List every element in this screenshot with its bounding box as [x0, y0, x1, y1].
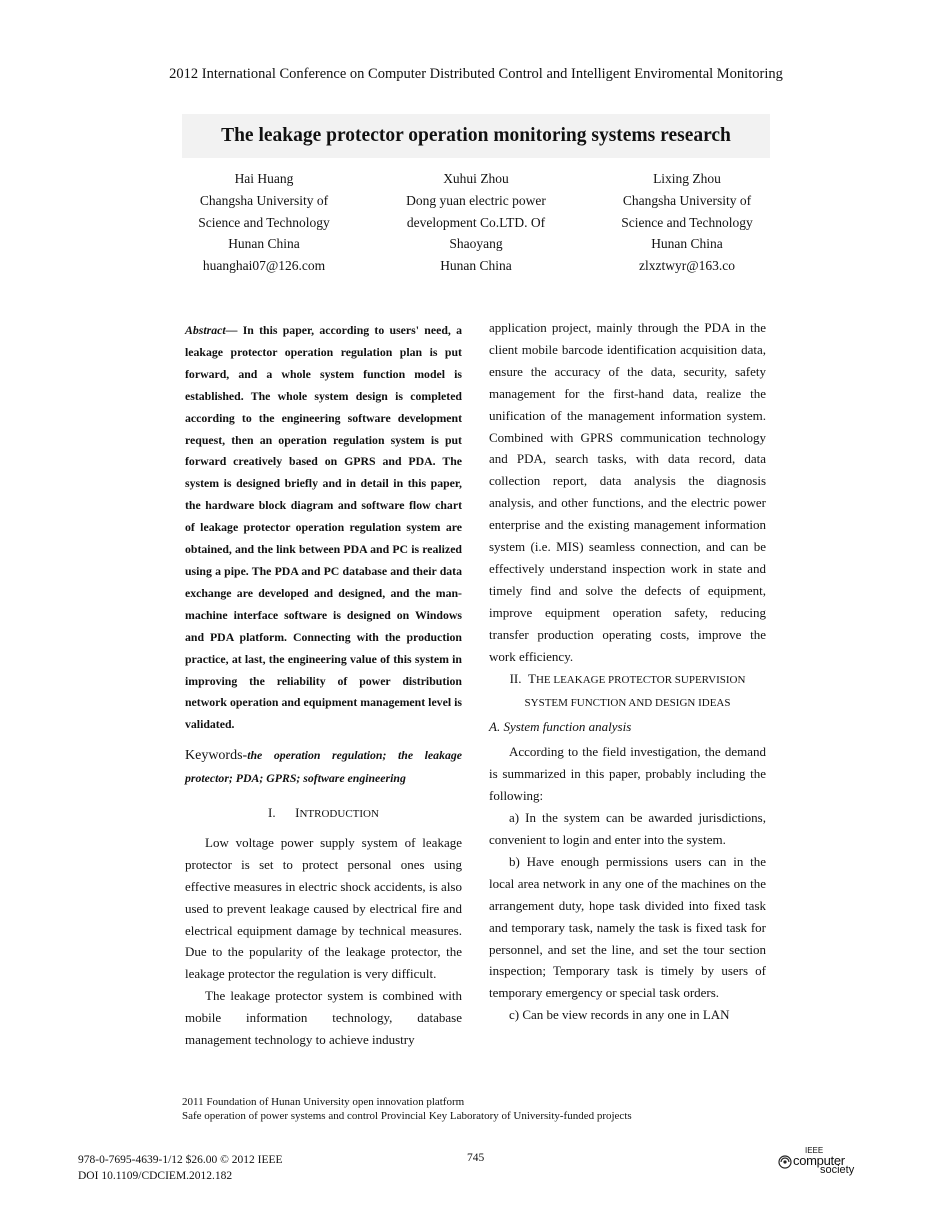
list-item: a) In the system can be awarded jurisdictions, convenient to login and enter into the system.: [489, 810, 766, 848]
swirl-icon: [778, 1155, 792, 1169]
section-title-rest: NTRODUCTION: [299, 808, 379, 821]
author-affiliation: development Co.LTD. Of: [406, 214, 546, 230]
section-heading-introduction: [185, 802, 462, 826]
author-location: Hunan China: [228, 236, 300, 252]
author-name: Hai Huang: [234, 171, 294, 186]
page-number: 745: [467, 1152, 485, 1164]
subsection-heading: A. System function analysis: [489, 718, 632, 734]
abstract-label: Abstract: [185, 323, 226, 337]
ieee-computer-society-logo: [778, 1146, 862, 1178]
author-name: Xuhui Zhou: [443, 171, 509, 186]
list-item: b) Have enough permissions users can in the local area network in any one of the machines on the arrangement duty, hope task divided into fixed task and temporary task, namely the task is fixed task for personnel, and set the line, and set the tour section inspection; Temporary task is timely by users of temporary emergency or special task orders.: [489, 853, 766, 1001]
title-banner: [182, 114, 770, 158]
body-paragraph: The leakage protector system is combined with mobile information technology, database management technology to achieve industry: [185, 988, 462, 1048]
section-heading-ii: [489, 668, 766, 714]
abstract: [185, 320, 462, 736]
left-column: [185, 320, 462, 1051]
section-number: I.: [268, 805, 276, 821]
body-paragraph: Low voltage power supply system of leakage protector is set to protect personal ones using effective measures in electric shock accidents, is also used to prevent leakage caused by electrical fire and electrical equipment damage by technical measures. Due to the popularity of the leakage protector, the leakage protector the regulation is very difficult.: [185, 834, 462, 982]
author-affiliation: Science and Technology: [198, 214, 330, 230]
section-title-initial: T: [528, 670, 536, 686]
doi-line: DOI 10.1109/CDCIEM.2012.182: [78, 1170, 233, 1182]
author-affiliation: Shaoyang: [449, 236, 503, 252]
author-affiliation: Changsha University of: [199, 192, 329, 208]
author-affiliation: Changsha University of: [622, 192, 752, 208]
section-title-rest: HE LEAKAGE PROTECTOR SUPERVISION: [535, 673, 746, 686]
author-affiliation: Dong yuan electric power: [406, 192, 546, 208]
section-number: II.: [509, 670, 522, 686]
author-block-3: [567, 168, 807, 277]
footnote-line: Safe operation of power systems and control Provincial Key Laboratory of University-funded projects: [182, 1110, 632, 1122]
footnote-line: 2011 Foundation of Hunan University open innovation platform: [182, 1096, 465, 1108]
logo-computer-text: computer: [793, 1153, 845, 1168]
author-name: Lixing Zhou: [653, 171, 721, 186]
logo-society-text: society: [820, 1164, 855, 1176]
right-column: [489, 317, 766, 1026]
isbn-line: 978-0-7695-4639-1/12 $26.00 © 2012 IEEE: [78, 1154, 283, 1166]
keywords-text: the operation regulation; the leakage protector; PDA; GPRS; software engineering: [185, 748, 462, 786]
conference-header: 2012 International Conference on Computer Distributed Control and Intelligent Enviromental Monitoring: [169, 66, 783, 82]
paper-title: The leakage protector operation monitoring systems research: [221, 125, 731, 146]
logo-ieee-text: IEEE: [805, 1146, 824, 1155]
body-paragraph: application project, mainly through the PDA in the client mobile barcode identification acquisition data, ensure the accuracy of the data, security, safety management for the first-hand data, realize the unification of the management information system. Combined with GPRS communication technology and PDA, search tasks, with data record, data collection report, data analysis the diagnosis analysis, and other functions, and the electric power enterprise and the existing management information system (i.e. MIS) seamless connection, and can be effectively understand inspection work in state and timely find and solve the defects of equipment, improve equipment operation safety, reducing transfer production operating costs, improve the work efficiency.: [489, 320, 766, 664]
author-block-2: [356, 168, 596, 277]
author-location: Hunan China: [440, 258, 512, 274]
list-item: c) Can be view records in any one in LAN: [509, 1007, 730, 1023]
footnote: [182, 1095, 632, 1123]
section-title-initial: I: [295, 805, 300, 821]
keywords-label: Keywords-: [185, 748, 248, 764]
author-location: Hunan China: [651, 236, 723, 252]
body-paragraph: According to the field investigation, the demand is summarized in this paper, probably including the following:: [489, 744, 766, 804]
abstract-text: — In this paper, according to users' need, a leakage protector operation regulation plan is put forward, and a whole system function model is established. The whole system design is completed according to the engineering software development request, then an operation regulation system is put forward creatively based on GPRS and PDA. The system is designed briefly and in detail in this paper, the hardware block diagram and software flow chart of leakage protector operation regulation system are obtained, and the link between PDA and PC is realized using a pipe. The PDA and PC database and their data exchange are developed and designed, and the man-machine interface software is designed on Windows and PDA platform. Connecting with the production practice, at last, the engineering value of this system in improving the reliability of power distribution network operation and equipment management level is validated.: [185, 323, 462, 732]
author-email: zlxztwyr@163.co: [638, 258, 736, 274]
keywords: [185, 744, 462, 790]
section-title-line2: SYSTEM FUNCTION AND DESIGN IDEAS: [524, 696, 731, 709]
author-email: huanghai07@126.com: [202, 258, 326, 274]
copyright-block: [78, 1152, 283, 1184]
author-affiliation: Science and Technology: [621, 214, 753, 230]
author-block-1: [144, 168, 384, 277]
